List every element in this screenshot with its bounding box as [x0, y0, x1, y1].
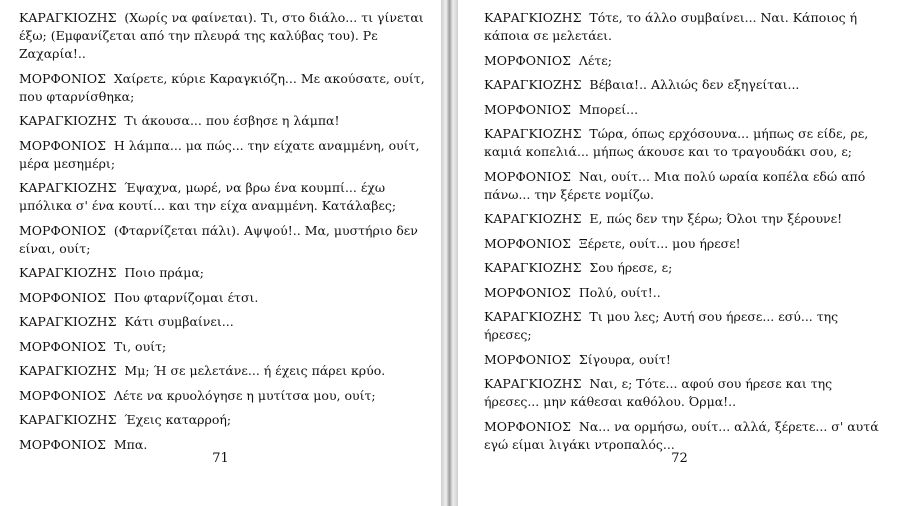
dialogue-text: Σίγουρα, ουίτ! [578, 351, 671, 367]
dialogue-line [484, 308, 887, 344]
dialogue-text: Τι μου λες; Αυτή σου ήρεσε... εσύ... της ήρεσες; [484, 309, 839, 342]
dialogue-text: Έχεις καταρροή; [124, 412, 232, 427]
speaker-name: ΚΑΡΑΓΚΙΟΖΗΣ [19, 363, 117, 378]
dialogue-text: Ξέρετε, ουίτ... μου ήρεσε! [578, 235, 741, 251]
dialogue-line [19, 179, 427, 215]
speaker-name: ΚΑΡΑΓΚΙΟΖΗΣ [19, 314, 117, 329]
dialogue-text: Χαίρετε, κύριε Καραγκιόζη... Με ακούσατε, ουίτ, που φταρνίσθηκα; [19, 70, 425, 104]
dialogue-line [484, 52, 887, 70]
dialogue-text: Κάτι συμβαίνει... [124, 314, 234, 329]
speaker-name: ΜΟΡΦΟΝΙΟΣ [19, 436, 106, 452]
dialogue-text: Ναι, ουίτ... Μια πολύ ωραία κοπέλα εδώ από πάνω... την ξέρετε νομίζω. [484, 168, 866, 202]
speaker-name: ΚΑΡΑΓΚΙΟΖΗΣ [484, 77, 582, 92]
speaker-name: ΜΟΡΦΟΝΙΟΣ [19, 222, 106, 238]
dialogue-text: Τώρα, όπως ερχόσουνα... μήπως σε είδε, ρε, καμιά κοπελιά... μήπως άκουσε και το τραγουδάκι σου, ε; [484, 126, 869, 159]
dialogue-block [19, 9, 427, 454]
dialogue-line [484, 351, 887, 369]
dialogue-block [484, 9, 887, 454]
speaker-name: ΚΑΡΑΓΚΙΟΖΗΣ [484, 10, 582, 25]
speaker-name: ΜΟΡΦΟΝΙΟΣ [484, 235, 571, 251]
dialogue-line [19, 70, 427, 106]
dialogue-text: Πολύ, ουίτ!.. [578, 284, 661, 300]
dialogue-text: Μμ; Ή σε μελετάνε... ή έχεις πάρει κρύο. [124, 363, 386, 378]
dialogue-line [19, 313, 427, 331]
speaker-name: ΚΑΡΑΓΚΙΟΖΗΣ [484, 211, 582, 226]
dialogue-line [484, 418, 887, 454]
speaker-name: ΜΟΡΦΟΝΙΟΣ [19, 338, 106, 354]
dialogue-line [484, 101, 887, 119]
right-page [458, 0, 901, 506]
dialogue-line [484, 210, 887, 228]
dialogue-text: Ποιο πράμα; [124, 265, 204, 280]
dialogue-text: Να... να ορμήσω, ουίτ... αλλά, ξέρετε... σ' αυτά εγώ είμαι λιγάκι ντροπαλός... [484, 418, 879, 452]
dialogue-line [484, 259, 887, 277]
dialogue-line [484, 76, 887, 94]
dialogue-text: Βέβαια!.. Αλλιώς δεν εξηγείται... [589, 77, 800, 92]
speaker-name: ΜΟΡΦΟΝΙΟΣ [19, 387, 106, 403]
dialogue-text: (Φταρνίζεται πάλι). Αψψού!.. Μα, μυστήριο δεν είναι, ουίτ; [19, 222, 418, 256]
dialogue-text: Μπα. [113, 436, 148, 452]
speaker-name: ΜΟΡΦΟΝΙΟΣ [484, 284, 571, 300]
dialogue-line [484, 9, 887, 45]
dialogue-line [19, 387, 427, 405]
speaker-name: ΚΑΡΑΓΚΙΟΖΗΣ [19, 265, 117, 280]
speaker-name: ΜΟΡΦΟΝΙΟΣ [19, 70, 106, 86]
dialogue-text: Ναι, ε; Τότε... αφού σου ήρεσε και της ήρεσες... μην κάθεσαι καθόλου. Όρμα!.. [484, 376, 833, 409]
speaker-name: ΜΟΡΦΟΝΙΟΣ [484, 52, 571, 68]
dialogue-text: Λέτε; [578, 52, 612, 68]
speaker-name: ΚΑΡΑΓΚΙΟΖΗΣ [19, 412, 117, 427]
page-number: 72 [671, 451, 688, 466]
speaker-name: ΚΑΡΑΓΚΙΟΖΗΣ [19, 180, 117, 195]
speaker-name: ΜΟΡΦΟΝΙΟΣ [19, 137, 106, 153]
dialogue-text: Λέτε να κρυολόγησε η μυτίτσα μου, ουίτ; [113, 387, 376, 403]
dialogue-line [19, 264, 427, 282]
dialogue-text: Τι, ουίτ; [113, 338, 167, 354]
dialogue-line [484, 284, 887, 302]
left-page [0, 0, 441, 506]
speaker-name: ΚΑΡΑΓΚΙΟΖΗΣ [484, 309, 582, 324]
dialogue-line [19, 289, 427, 307]
dialogue-text: Μπορεί... [578, 101, 639, 117]
dialogue-text: Τι άκουσα... που έσβησε η λάμπα! [124, 113, 340, 128]
dialogue-line [19, 362, 427, 380]
dialogue-line [19, 338, 427, 356]
speaker-name: ΚΑΡΑΓΚΙΟΖΗΣ [19, 113, 117, 128]
dialogue-line [484, 125, 887, 161]
speaker-name: ΜΟΡΦΟΝΙΟΣ [484, 418, 571, 434]
speaker-name: ΜΟΡΦΟΝΙΟΣ [484, 101, 571, 117]
speaker-name: ΜΟΡΦΟΝΙΟΣ [484, 351, 571, 367]
dialogue-text: Η λάμπα... μα πώς... την είχατε αναμμένη, ουίτ, μέρα μεσημέρι; [19, 137, 420, 171]
dialogue-text: Έψαχνα, μωρέ, να βρω ένα κουμπί... έχω μπόλικα σ' ένα κουτί... και την είχα αναμμένη. Κατάλαβες; [19, 180, 397, 213]
page-gutter [441, 0, 458, 506]
speaker-name: ΚΑΡΑΓΚΙΟΖΗΣ [484, 126, 582, 141]
dialogue-text: Σου ήρεσε, ε; [589, 260, 673, 275]
speaker-name: ΚΑΡΑΓΚΙΟΖΗΣ [484, 260, 582, 275]
dialogue-text: Ε, πώς δεν την ξέρω; Όλοι την ξέρουνε! [589, 211, 843, 226]
dialogue-line [484, 235, 887, 253]
speaker-name: ΜΟΡΦΟΝΙΟΣ [19, 289, 106, 305]
speaker-name: ΜΟΡΦΟΝΙΟΣ [484, 168, 571, 184]
dialogue-line [19, 9, 427, 63]
dialogue-line [484, 168, 887, 204]
speaker-name: ΚΑΡΑΓΚΙΟΖΗΣ [484, 376, 582, 391]
dialogue-line [19, 411, 427, 429]
dialogue-text: (Χωρίς να φαίνεται). Τι, στο διάλο... τι γίνεται έξω; (Εμφανίζεται από την πλευρά της καλύβας του). Ρε Ζαχαρία!.. [19, 10, 424, 61]
dialogue-line [484, 375, 887, 411]
dialogue-text: Που φταρνίζομαι έτσι. [113, 289, 259, 305]
dialogue-text: Τότε, το άλλο συμβαίνει... Ναι. Κάποιος ή κάποια σε μελετάει. [484, 10, 858, 43]
page-number: 71 [212, 451, 229, 466]
dialogue-line [19, 222, 427, 258]
speaker-name: ΚΑΡΑΓΚΙΟΖΗΣ [19, 10, 117, 25]
dialogue-line [19, 137, 427, 173]
dialogue-line [19, 112, 427, 130]
